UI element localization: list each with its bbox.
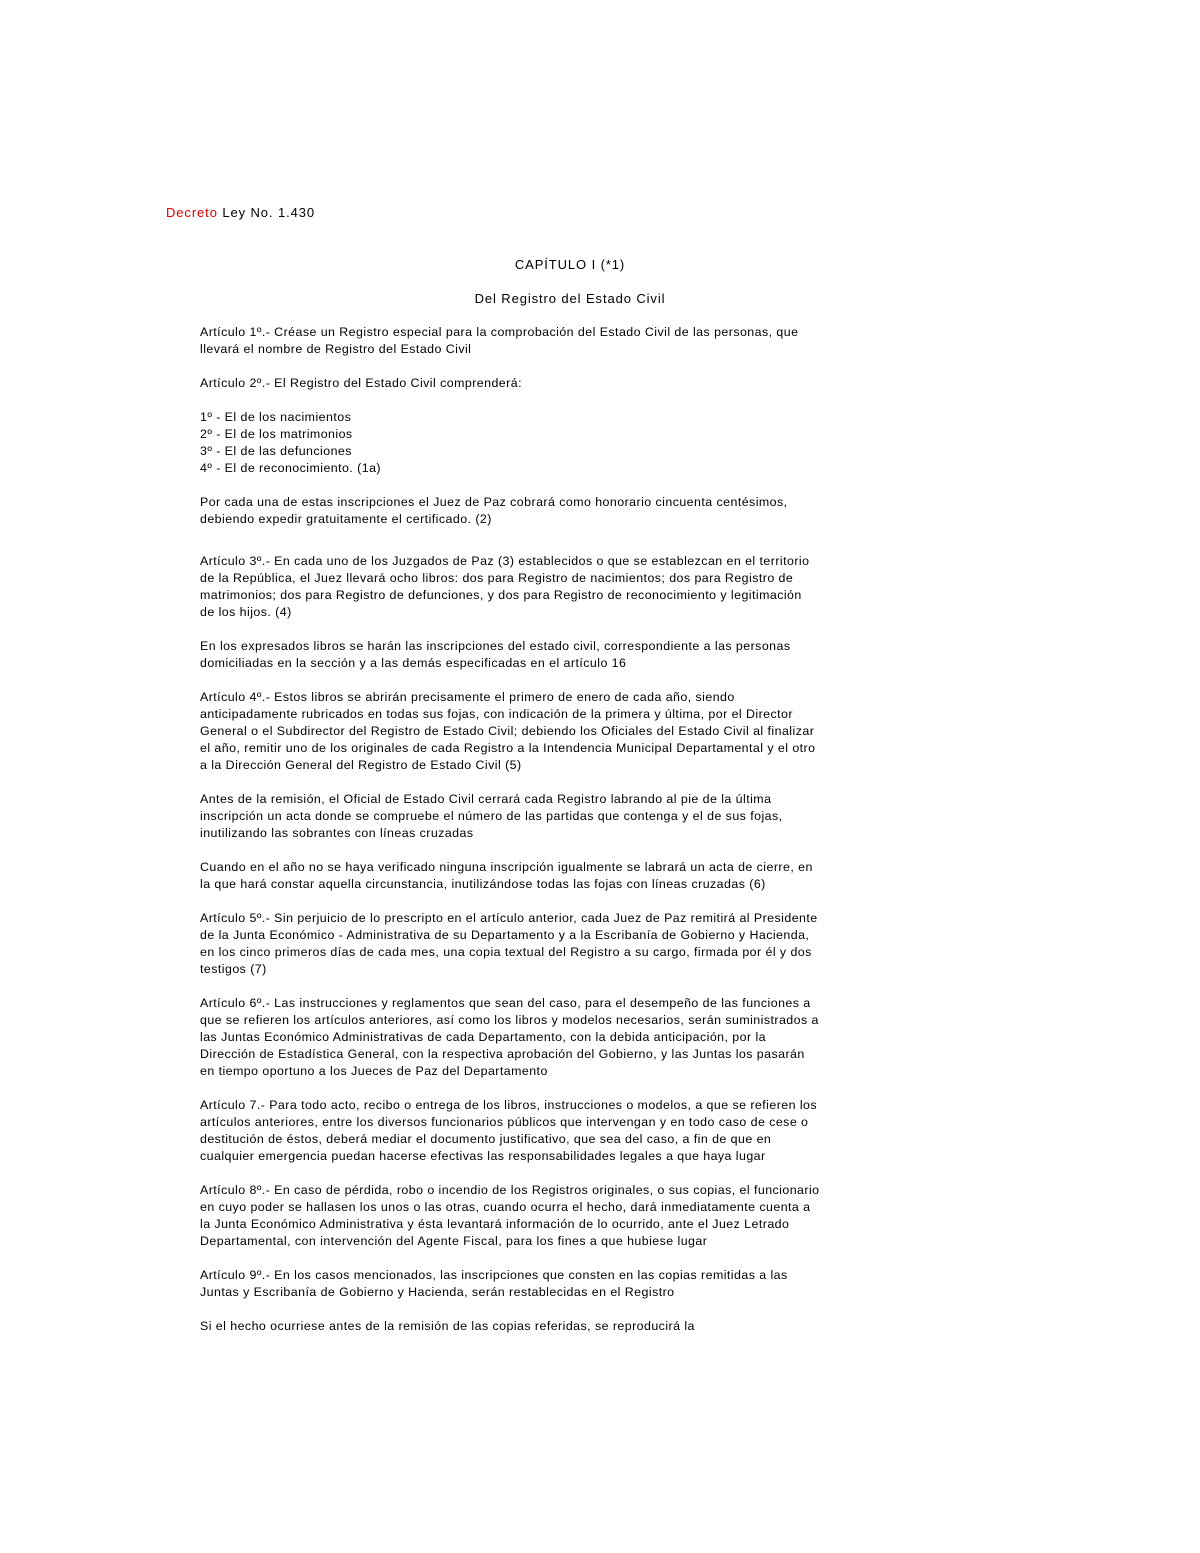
article-2: Artículo 2º.- El Registro del Estado Civil comprenderá: <box>200 376 522 390</box>
article-4-paragraph-3: Cuando en el año no se haya verificado ninguna inscripción igualmente se labrará un acta de cierre, en la que hará constar aquella circunstancia, inutilizándose todas las fojas con líneas cruzadas (6) <box>200 860 813 891</box>
list-item: 3º - El de las defunciones <box>200 444 352 458</box>
fee-paragraph: Por cada una de estas inscripciones el Juez de Paz cobrará como honorario cincuenta centésimos, debiendo expedir gratuitamente el certificado. (2) <box>200 495 788 526</box>
article-7: Artículo 7.- Para todo acto, recibo o entrega de los libros, instrucciones o modelos, a que se refieren los artículos anteriores, entre los diversos funcionarios públicos que intervengan y en todo caso de cese o destitución de éstos, deberá mediar el documento justificativo, que sea del caso, a fin de que en cualquier emergencia puedan hacerse efectivas las responsabilidades legales a que haya lugar <box>200 1098 818 1163</box>
chapter-title: CAPÍTULO I (*1) <box>514 257 626 272</box>
list-item: 2º - El de los matrimonios <box>200 427 353 441</box>
decree-header-rest: Ley No. 1.430 <box>217 205 315 220</box>
article-5: Artículo 5º.- Sin perjuicio de lo prescripto en el artículo anterior, cada Juez de Paz remitirá al Presidente de la Junta Económico - Administrativa de su Departamento y a la Escribanía de Gobierno y Hacienda, en los cinco primeros días de cada mes, una copia textual del Registro a su cargo, firmada por él y dos testigos (7) <box>200 911 818 976</box>
article-4-paragraph-2: Antes de la remisión, el Oficial de Estado Civil cerrará cada Registro labrando al pie de la última inscripción un acta donde se compruebe el número de las partidas que contenga y el de sus fojas, inutilizando las sobrantes con líneas cruzadas <box>200 792 783 840</box>
article-9-paragraph-2: Si el hecho ocurriese antes de la remisión de las copias referidas, se reproducirá la <box>200 1319 695 1333</box>
article-9: Artículo 9º.- En los casos mencionados, las inscripciones que consten en las copias remitidas a las Juntas y Escribanía de Gobierno y Hacienda, serán restablecidas en el Registro <box>200 1268 788 1299</box>
article-4: Artículo 4º.- Estos libros se abrirán precisamente el primero de enero de cada año, siendo anticipadamente rubricados en todas sus fojas, con indicación de la primera y última, por el Director General o el Subdirector del Registro de Estado Civil; debiendo los Oficiales del Estado Civil al finalizar el año, remitir uno de los originales de cada Registro a la Intendencia Municipal Departamental y el otro a la Dirección General del Registro de Estado Civil (5) <box>200 690 816 772</box>
article-1: Artículo 1º.- Créase un Registro especial para la comprobación del Estado Civil de las personas, que llevará el nombre de Registro del Estado Civil <box>200 325 799 356</box>
list-item: 1º - El de los nacimientos <box>200 410 352 424</box>
article-8: Artículo 8º.- En caso de pérdida, robo o incendio de los Registros originales, o sus copias, el funcionario en cuyo poder se hallasen los unos o las otras, cuando ocurra el hecho, dará inmediatamente cuenta a la Junta Económico Administrativa y ésta levantará información de lo ocurrido, ante el Juez Letrado Departamental, con intervención del Agente Fiscal, para los fines a que hubiese lugar <box>200 1183 820 1248</box>
article-6: Artículo 6º.- Las instrucciones y reglamentos que sean del caso, para el desempeño de las funciones a que se refieren los artículos anteriores, así como los libros y modelos necesarios, serán suministrados a las Juntas Económico Administrativas de cada Departamento, con la debida anticipación, por la Dirección de Estadística General, con la respectiva aprobación del Gobierno, y las Juntas los pasarán en tiempo oportuno a los Jueces de Paz del Departamento <box>200 996 819 1078</box>
decree-header-red-word: Decreto <box>166 205 218 220</box>
article-3: Artículo 3º.- En cada uno de los Juzgados de Paz (3) establecidos o que se establezcan en el territorio de la República, el Juez llevará ocho libros: dos para Registro de nacimientos; dos para Registro de matrimonios; dos para Registro de defunciones, y dos para Registro de reconocimiento y legitimación de los hijos. (4) <box>200 554 810 619</box>
decree-header <box>166 205 315 220</box>
article-3-paragraph-2: En los expresados libros se harán las inscripciones del estado civil, correspondiente a las personas domiciliadas en la sección y a las demás especificadas en el artículo 16 <box>200 639 791 670</box>
list-item: 4º - El de reconocimiento. (1a) <box>200 461 382 475</box>
chapter-subtitle: Del Registro del Estado Civil <box>474 291 666 306</box>
document-body <box>200 324 820 1352</box>
